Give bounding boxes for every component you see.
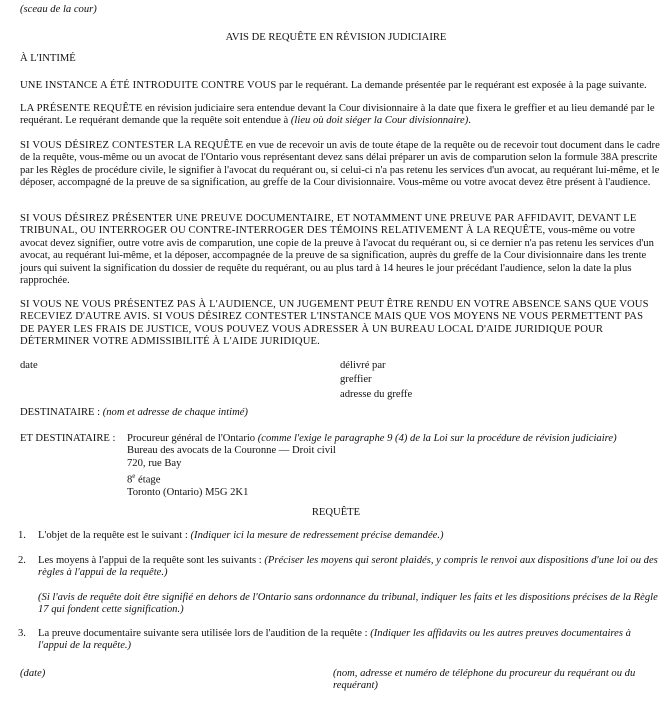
city-postal: Toronto (Ontario) M5G 2K1 [127, 487, 249, 499]
issued-by-block [340, 360, 412, 401]
crown-office-line: Bureau des avocats de la Couronne — Droit civil [127, 445, 336, 457]
service-note: (Si l'avis de requête doit être signifié en dehors de l'Ontario sans ordonnance du tribunal, indiquer les faits et les dispositions précises de la Règle 17 qui fondent cette signification.) [38, 592, 658, 616]
court-office-address-label: adresse du greffe [340, 388, 413, 400]
paragraph-proceeding: UNE INSTANCE A ÉTÉ INTRODUITE CONTRE VOUS par le requérant. La demande présentée par le requérant est exposée à la page suivante. [20, 80, 647, 91]
registrar-label: greffier [340, 374, 372, 386]
paragraph-evidence: SI VOUS DÉSIREZ PRÉSENTER UNE PREUVE DOCUMENTAIRE, ET NOTAMMENT UNE PREUVE PAR AFFIDAVIT, DEVANT LE TRIBUNAL, OU INTERROGER OU CONTRE-INTERROGER DES TÉMOINS RELATIVEMENT À LA REQUÊTE, vous-même ou votre avocat devez signifier, outre votre avis de comparution, une copie de la preuve à l'avocat du requérant ou, si ce dernier n'a pas retenu les services d'un avocat, au requérant lui-même, et la déposer, accompagnée de la preuve de sa signification, auprès du greffe de la Cour divisionnaire dans les trente jours qui suivent la signification du dossier de requête du requérant, ou au plus tard à 14 heures le jour précédant l'audience, selon la date la plus rapprochée. [20, 213, 654, 287]
attorney-general-name: Procureur général de l'Ontario (comme l'exige le paragraphe 9 (4) de la Loi sur la procédure de révision judiciaire) [127, 433, 617, 444]
paragraph-contest: SI VOUS DÉSIREZ CONTESTER LA REQUÊTE en vue de recevoir un avis de toute étape de la requête ou de recevoir tout document dans le cadre de la requête, vous-même ou un avocat de l'Ontario vous représentant devez sans délai préparer un avis de comparution selon la formule 38A prescrite par les Règles de procédure civile, le signifier à l'avocat du requérant ou, si celui-ci n'a pas retenu les services d'un avocat, au requérant lui-même, et le déposer, accompagné de la preuve de sa signification, au greffe de la Cour divisionnaire. Vous-même ou votre avocat devez être présent à l'audience. [20, 140, 660, 189]
paragraph-hearing: LA PRÉSENTE REQUÊTE en révision judiciaire sera entendue devant la Cour divisionnaire à la date que fixera le greffier et au lieu demandé par le requérant. Le requérant demande que la requête soit entendue à (lieu où doit siéger la Cour divisionnaire). [20, 103, 655, 127]
street-address: 720, rue Bay [127, 457, 182, 469]
attorney-general-block [127, 433, 662, 500]
section-title: REQUÊTE [311, 507, 361, 518]
floor-line: 8e étage [127, 472, 161, 486]
recipient-line: DESTINATAIRE : (nom et adresse de chaque intimé) [20, 407, 248, 418]
paragraph-default-judgment: SI VOUS NE VOUS PRÉSENTEZ PAS À L'AUDIENCE, UN JUGEMENT PEUT ÊTRE RENDU EN VOTRE ABSENCE SANS QUE VOUS RECEVIEZ D'AUTRE AVIS. SI VOUS DÉSIREZ CONTESTER L'INSTANCE MAIS QUE VOS MOYENS NE VOUS PERMETTENT PAS DE PAYER LES FRAIS DE JUSTICE, VOUS POUVEZ VOUS ADRESSER À UN BUREAU LOCAL D'AIDE JURIDIQUE POUR DÉTERMINER VOTRE ADMISSIBILITÉ À L'AIDE JURIDIQUE. [20, 299, 649, 348]
footer-date: (date) [20, 668, 46, 679]
respondent-heading: À L'INTIMÉ [20, 53, 76, 64]
court-seal-placeholder: (sceau de la cour) [20, 4, 97, 15]
recipient2-label: ET DESTINATAIRE : [20, 433, 116, 444]
page-title: AVIS DE REQUÊTE EN RÉVISION JUDICIAIRE [225, 32, 447, 43]
footer-solicitor: (nom, adresse et numéro de téléphone du procureur du requérant ou du requérant) [333, 668, 636, 692]
issued-by-label: délivré par [340, 360, 386, 371]
date-label: date [20, 360, 38, 371]
